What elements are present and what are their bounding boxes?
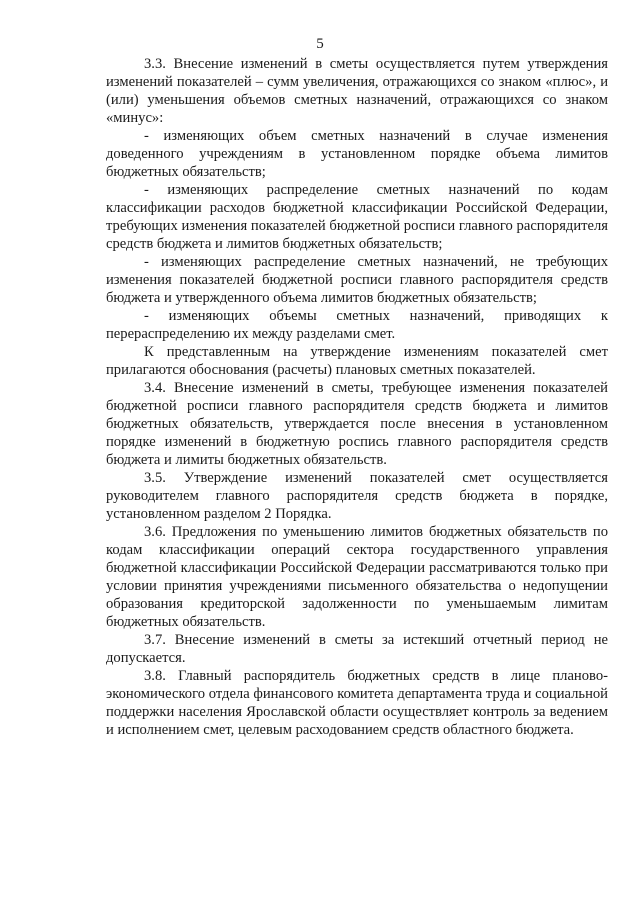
page-number: 5 xyxy=(316,36,324,52)
list-item-pereraspredelenie: - изменяющих объемы сметных назначений, приводящих к перераспределению их между разделами смет. xyxy=(106,308,608,342)
paragraph-3-7: 3.7. Внесение изменений в сметы за истекший отчетный период не допускается. xyxy=(106,632,608,666)
paragraph-3-6: 3.6. Предложения по уменьшению лимитов бюджетных обязательств по кодам классификации операций сектора государственного управления бюджетной классификации Российской Федерации рассматриваются только при условии принятия учреждениями письменного обязательства о недопущении образования кредиторской задолженности по уменьшаемым лимитам бюджетных обязательств. xyxy=(106,524,608,630)
list-item-objem: - изменяющих объем сметных назначений в случае изменения доведенного учреждениям в установленном порядке объема лимитов бюджетных обязательств; xyxy=(106,128,608,180)
list-item-raspredelenie-bez-izmeneniy: - изменяющих распределение сметных назначений, не требующих изменения показателей бюджетной росписи главного распорядителя средств бюджета и утвержденного объема лимитов бюджетных обязательств; xyxy=(106,254,608,306)
paragraph-3-8: 3.8. Главный распорядитель бюджетных средств в лице планово-экономического отдела финансового комитета департамента труда и социальной поддержки населения Ярославской области осуществляет контроль за ведением и исполнением смет, целевым расходованием средств областного бюджета. xyxy=(106,668,608,738)
paragraph-3-4: 3.4. Внесение изменений в сметы, требующее изменения показателей бюджетной росписи главного распорядителя средств бюджета и лимитов бюджетных обязательств, утверждается после внесения в установленном порядке изменений в бюджетную роспись главного распорядителя средств бюджета и лимиты бюджетных обязательств. xyxy=(106,380,608,468)
paragraph-3-3: 3.3. Внесение изменений в сметы осуществляется путем утверждения изменений показателей – сумм увеличения, отражающихся со знаком «плюс», и (или) уменьшения объемов сметных назначений, отражающихся со знаком «минус»: xyxy=(106,56,608,126)
paragraph-3-5: 3.5. Утверждение изменений показателей смет осуществляется руководителем главного распорядителя средств бюджета в порядке, установленном разделом 2 Порядка. xyxy=(106,470,608,522)
list-item-raspredelenie-kody: - изменяющих распределение сметных назначений по кодам классификации расходов бюджетной классификации Российской Федерации, требующих изменения показателей бюджетной росписи главного распорядителя средств бюджета и лимитов бюджетных обязательств; xyxy=(106,182,608,252)
document-body xyxy=(106,55,608,739)
paragraph-obosnovaniya: К представленным на утверждение изменениям показателей смет прилагаются обоснования (расчеты) плановых сметных показателей. xyxy=(106,344,608,378)
